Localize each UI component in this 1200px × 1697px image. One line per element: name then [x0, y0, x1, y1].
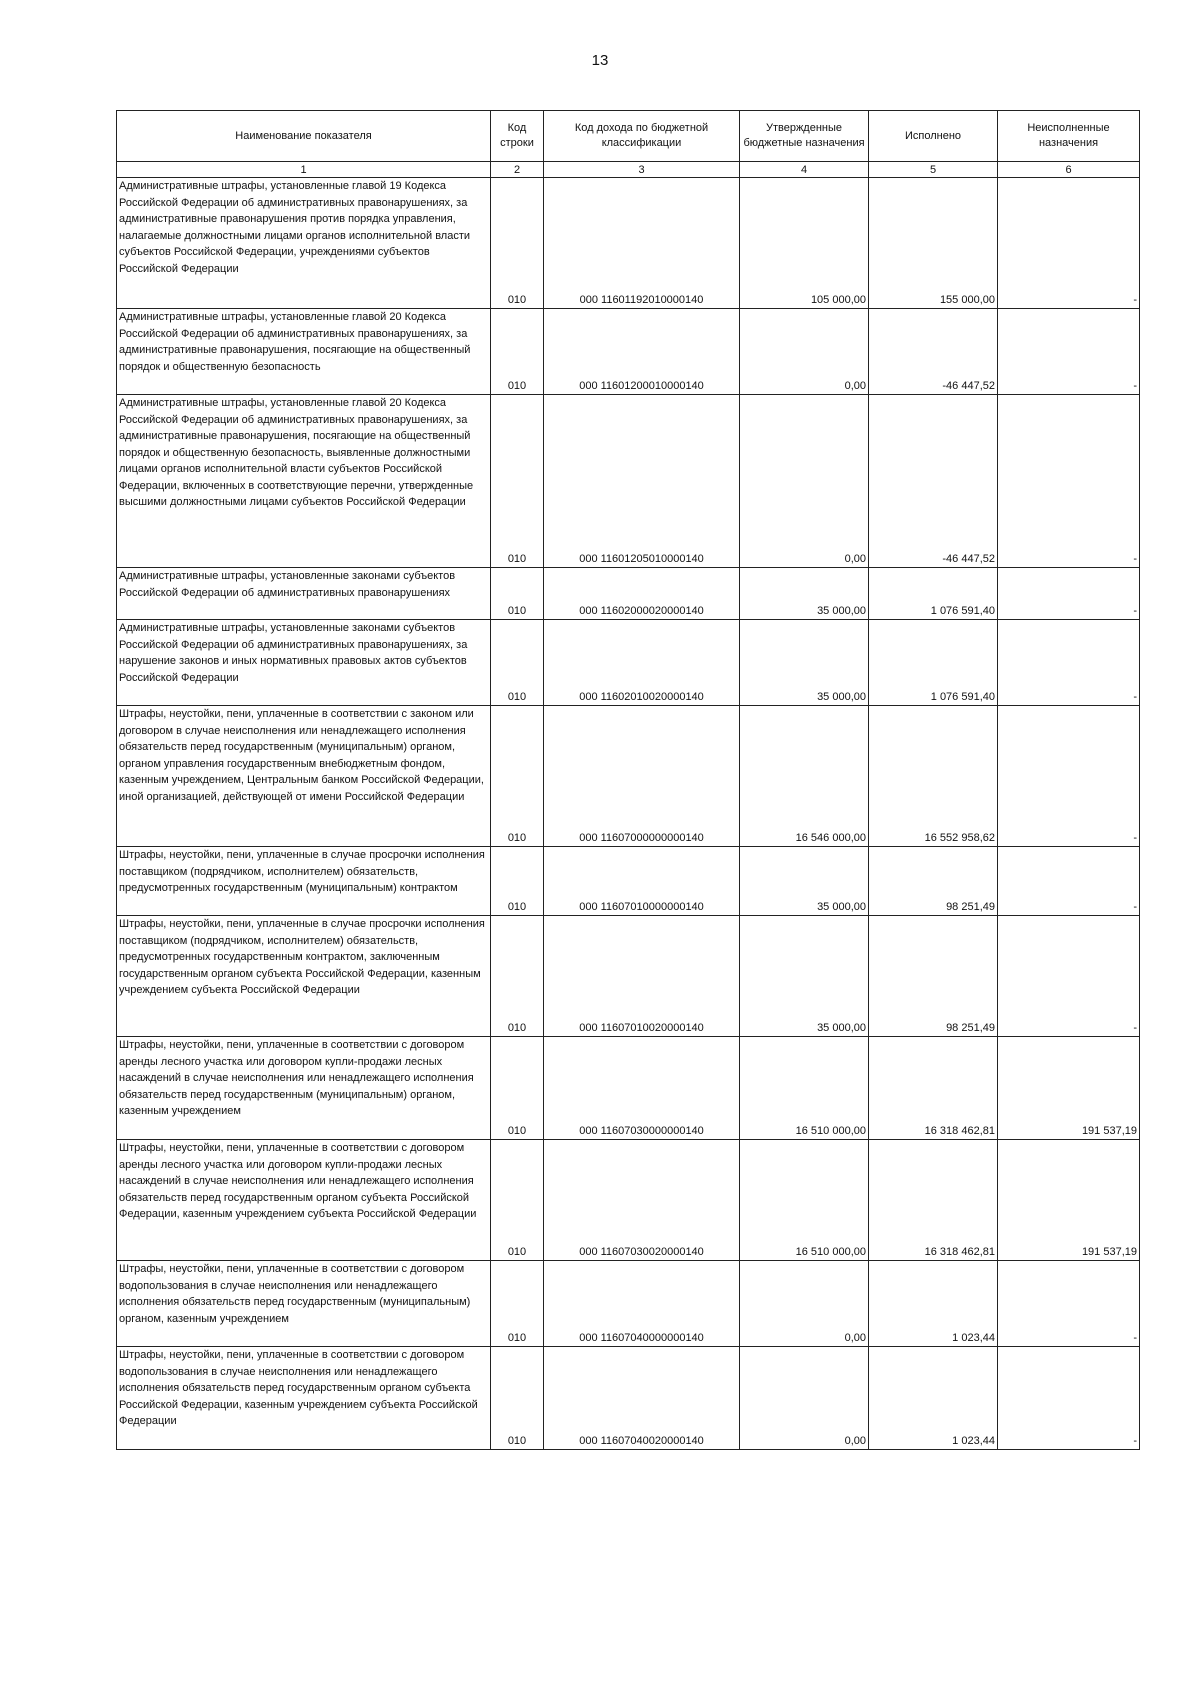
approved-amount: 16 510 000,00: [740, 1140, 869, 1261]
line-code: 010: [491, 916, 544, 1037]
indicator-name: Штрафы, неустойки, пени, уплаченные в соответствии с договором водопользования в случае неисполнения или ненадлежащего исполнения обязательств перед государственным (муниципальным) органом, казенным учреждением: [117, 1261, 491, 1347]
table-row: [117, 178, 1140, 309]
line-code: 010: [491, 178, 544, 309]
indicator-name: Административные штрафы, установленные законами субъектов Российской Федерации об административных правонарушениях, за нарушение законов и иных нормативных правовых актов субъектов Российской Федерации: [117, 620, 491, 706]
executed-amount: 1 076 591,40: [869, 620, 998, 706]
unexecuted-amount: -: [998, 395, 1140, 568]
table-row: [117, 1037, 1140, 1140]
line-code: 010: [491, 1037, 544, 1140]
income-code: 000 11602010020000140: [544, 620, 740, 706]
page-number: 13: [591, 52, 609, 69]
column-number: 1: [117, 162, 491, 178]
unexecuted-amount: -: [998, 620, 1140, 706]
line-code: 010: [491, 1261, 544, 1347]
table-row: [117, 1140, 1140, 1261]
executed-amount: -46 447,52: [869, 395, 998, 568]
indicator-name: Штрафы, неустойки, пени, уплаченные в случае просрочки исполнения поставщиком (подрядчиком, исполнителем) обязательств, предусмотренных государственным (муниципальным) контрактом: [117, 847, 491, 916]
executed-amount: 16 318 462,81: [869, 1140, 998, 1261]
unexecuted-amount: -: [998, 1261, 1140, 1347]
table-row: [117, 1261, 1140, 1347]
executed-amount: 16 318 462,81: [869, 1037, 998, 1140]
table-row: [117, 309, 1140, 395]
approved-amount: 35 000,00: [740, 568, 869, 620]
table-row: [117, 1347, 1140, 1450]
header-unexecuted: Неисполненные назначения: [998, 111, 1140, 162]
approved-amount: 16 510 000,00: [740, 1037, 869, 1140]
executed-amount: -46 447,52: [869, 309, 998, 395]
executed-amount: 1 023,44: [869, 1347, 998, 1450]
income-code: 000 11601200010000140: [544, 309, 740, 395]
approved-amount: 35 000,00: [740, 620, 869, 706]
column-number: 5: [869, 162, 998, 178]
table-row: [117, 706, 1140, 847]
unexecuted-amount: -: [998, 568, 1140, 620]
indicator-name: Штрафы, неустойки, пени, уплаченные в соответствии с договором аренды лесного участка или договором купли-продажи лесных насаждений в случае неисполнения или ненадлежащего исполнения обязательств перед государственным органом субъекта Российской Федерации, казенным учреждением субъекта Российской Федерации: [117, 1140, 491, 1261]
unexecuted-amount: 191 537,19: [998, 1140, 1140, 1261]
indicator-name: Административные штрафы, установленные главой 19 Кодекса Российской Федерации об административных правонарушениях, за административные правонарушения против порядка управления, налагаемые должностными лицами органов исполнительной власти субъектов Российской Федерации, учреждениями субъектов Российской Федерации: [117, 178, 491, 309]
executed-amount: 155 000,00: [869, 178, 998, 309]
indicator-name: Штрафы, неустойки, пени, уплаченные в соответствии с договором водопользования в случае неисполнения или ненадлежащего исполнения обязательств перед государственным органом субъекта Российской Федерации, казенным учреждением субъекта Российской Федерации: [117, 1347, 491, 1450]
approved-amount: 35 000,00: [740, 847, 869, 916]
executed-amount: 1 023,44: [869, 1261, 998, 1347]
column-number: 4: [740, 162, 869, 178]
income-code: 000 11607010020000140: [544, 916, 740, 1037]
indicator-name: Штрафы, неустойки, пени, уплаченные в случае просрочки исполнения поставщиком (подрядчиком, исполнителем) обязательств, предусмотренных государственным контрактом, заключенным государственным органом субъекта Российской Федерации, казенным учреждением субъекта Российской Федерации: [117, 916, 491, 1037]
header-income-code: Код дохода по бюджетной классификации: [544, 111, 740, 162]
table-row: [117, 395, 1140, 568]
approved-amount: 0,00: [740, 1261, 869, 1347]
line-code: 010: [491, 706, 544, 847]
indicator-name: Административные штрафы, установленные законами субъектов Российской Федерации об административных правонарушениях: [117, 568, 491, 620]
approved-amount: 105 000,00: [740, 178, 869, 309]
unexecuted-amount: -: [998, 847, 1140, 916]
approved-amount: 16 546 000,00: [740, 706, 869, 847]
unexecuted-amount: -: [998, 178, 1140, 309]
approved-amount: 35 000,00: [740, 916, 869, 1037]
income-code: 000 11601205010000140: [544, 395, 740, 568]
line-code: 010: [491, 309, 544, 395]
executed-amount: 16 552 958,62: [869, 706, 998, 847]
unexecuted-amount: -: [998, 916, 1140, 1037]
income-code: 000 11607040020000140: [544, 1347, 740, 1450]
income-code: 000 11601192010000140: [544, 178, 740, 309]
income-code: 000 11607030000000140: [544, 1037, 740, 1140]
header-indicator-name: Наименование показателя: [117, 111, 491, 162]
column-number: 2: [491, 162, 544, 178]
table-row: [117, 916, 1140, 1037]
approved-amount: 0,00: [740, 309, 869, 395]
income-code: 000 11607040000000140: [544, 1261, 740, 1347]
income-code: 000 11607030020000140: [544, 1140, 740, 1261]
header-line-code: Код строки: [491, 111, 544, 162]
table-row: [117, 568, 1140, 620]
header-row: [117, 111, 1140, 162]
line-code: 010: [491, 1347, 544, 1450]
header-executed: Исполнено: [869, 111, 998, 162]
unexecuted-amount: -: [998, 1347, 1140, 1450]
indicator-name: Административные штрафы, установленные главой 20 Кодекса Российской Федерации об административных правонарушениях, за административные правонарушения, посягающие на общественный порядок и общественную безопасность: [117, 309, 491, 395]
approved-amount: 0,00: [740, 1347, 869, 1450]
executed-amount: 1 076 591,40: [869, 568, 998, 620]
line-code: 010: [491, 568, 544, 620]
income-code: 000 11607010000000140: [544, 847, 740, 916]
column-number: 3: [544, 162, 740, 178]
line-code: 010: [491, 395, 544, 568]
line-code: 010: [491, 847, 544, 916]
header-approved: Утвержденные бюджетные назначения: [740, 111, 869, 162]
income-code: 000 11607000000000140: [544, 706, 740, 847]
approved-amount: 0,00: [740, 395, 869, 568]
unexecuted-amount: -: [998, 309, 1140, 395]
line-code: 010: [491, 1140, 544, 1261]
column-number: 6: [998, 162, 1140, 178]
indicator-name: Штрафы, неустойки, пени, уплаченные в соответствии с договором аренды лесного участка или договором купли-продажи лесных насаждений в случае неисполнения или ненадлежащего исполнения обязательств перед государственным (муниципальным) органом, казенным учреждением: [117, 1037, 491, 1140]
executed-amount: 98 251,49: [869, 847, 998, 916]
column-number-row: [117, 162, 1140, 178]
executed-amount: 98 251,49: [869, 916, 998, 1037]
indicator-name: Административные штрафы, установленные главой 20 Кодекса Российской Федерации об административных правонарушениях, за административные правонарушения, посягающие на общественный порядок и общественную безопасность, выявленные должностными лицами органов исполнительной власти субъектов Российской Федерации, включенных в соответствующие перечни, утвержденные высшими должностными лицами субъектов Российской Федерации: [117, 395, 491, 568]
income-code: 000 11602000020000140: [544, 568, 740, 620]
line-code: 010: [491, 620, 544, 706]
budget-report-table: [116, 110, 1140, 1450]
table-row: [117, 847, 1140, 916]
indicator-name: Штрафы, неустойки, пени, уплаченные в соответствии с законом или договором в случае неисполнения или ненадлежащего исполнения обязательств перед государственным (муниципальным) органом, органом управления государственным внебюджетным фондом, казенным учреждением, Центральным банком Российской Федерации, иной организацией, действующей от имени Российской Федерации: [117, 706, 491, 847]
unexecuted-amount: 191 537,19: [998, 1037, 1140, 1140]
table-row: [117, 620, 1140, 706]
unexecuted-amount: -: [998, 706, 1140, 847]
